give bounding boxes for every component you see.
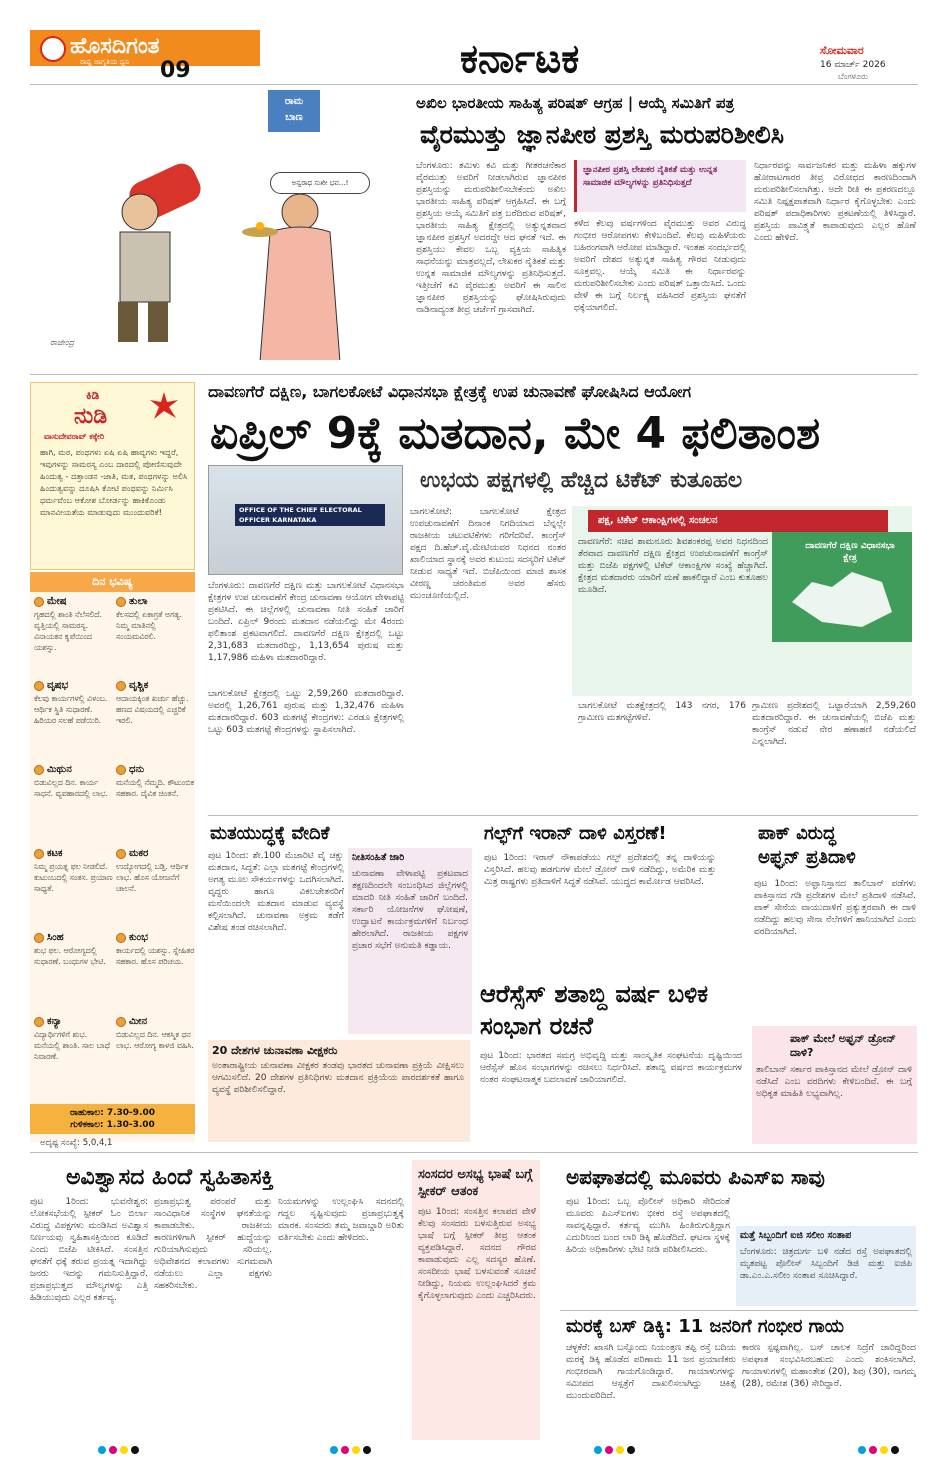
mid3-headline[interactable] [758, 822, 856, 870]
horoscope-sign [116, 764, 196, 799]
cmyk-mark [858, 1446, 899, 1454]
story1-col1: ಬೆಂಗಳೂರು: ತಮಿಳು ಕವಿ ಮತ್ತು ಗೀತರಚನೆಕಾರ ವೈರಮುತ್ತು ಅವರಿಗೆ ನೀಡಲಾಗಿರುವ ಜ್ಞಾನಪೀಠ ಪ್ರಶಸ್ತಿಯನ್ನು ಮರುಪರಿಶೀಲಿಸಬೇಕೆಂದು ಅಖಿಲ ಭಾರತೀಯ ಸಾಹಿತ್ಯ ಪರಿಷತ್ ಆಗ್ರಹಿಸಿದೆ. ಈ ಬಗ್ಗೆ ಪ್ರಶಸ್ತಿಯ ಆಯ್ಕೆ ಸಮಿತಿಗೆ ಪತ್ರ ಬರೆದಿರುವ ಪರಿಷತ್, ಭಾರತೀಯ ಸಾಹಿತ್ಯ ಕ್ಷೇತ್ರದಲ್ಲಿ ಅತ್ಯುನ್ನತವಾದ ಜ್ಞಾನಪೀಠ ಪ್ರಶಸ್ತಿಗೆ ಅದರದ್ದೇ ಆದ ಘನತೆ ಇದೆ. ಈ ಪ್ರಶಸ್ತಿಯು ಕೇವಲ ಒಬ್ಬ ವ್ಯಕ್ತಿಯ ಸಾಹಿತ್ಯಿಕ ಸಾಧನೆಯನ್ನು ಮಾತ್ರವಲ್ಲದೆ, ಲೇಖಕರ ನೈತಿಕತೆ ಮತ್ತು ಉನ್ನತ ಸಾಮಾಜಿಕ ಮೌಲ್ಯಗಳನ್ನು ಪ್ರತಿನಿಧಿಸುತ್ತದೆ. ಇತ್ತೀಚೆಗೆ ಕವಿ ವೈರಮುತ್ತು ಅವರಿಗೆ ಈ ಸಾಲಿನ ಜ್ಞಾನಪೀಠ ಪ್ರಶಸ್ತಿಯನ್ನು ಘೋಷಿಸಿರುವುದು ನಾಡಿನಾದ್ಯಂತ ತೀವ್ರ ಚರ್ಚೆಗೆ ಗ್ರಾಸವಾಗಿದೆ. [416, 161, 566, 315]
cartoon [30, 92, 402, 360]
zodiac-icon [116, 597, 126, 607]
page-number: 09 [160, 58, 191, 83]
lucky-numbers: ಅದೃಷ್ಟ ಸಂಖ್ಯೆ: 5,0,4,1 [40, 1138, 113, 1148]
kidi-text: ಹಾಗಿ, ಮಠ, ಪಂಥಗಳು ಏಷಿ ಏಷಿ ಹಾವ್ಯಗಳು ಇದ್ದರೆ, ಇವುಗಳನ್ನು ಸಾಮರಸ್ಯ ಎಂಬ ದಾರದಲ್ಲಿ ಪೋಣಿಸುವುದೇ ಹಿಂದುತ್ವ - ದತ್ತಾಂಡನ -ಜಾತಿ, ಮತ, ಪಂಥಗಳನ್ನು ಅಲಿಸಿ ಹಿಂದುತ್ವವನ್ನು ದೂಷಿಸಿ ಕೋಟಿ ಪಂಥವನ್ನು ನಿರ್ಮಿಸಿ ಧರ್ಮವೆಂಬ ಆಕೋಶ ಬೋರ್ಡನ್ನು ಹಾಕಿಕೊಂಡು ಮಾನವೀಯತೆಯ ಮಾಡುವುದು ಮುಂದುವರಿಕೆ! [40, 447, 188, 517]
cmyk-mark [594, 1446, 635, 1454]
mid1-headline[interactable]: ಮತಯುದ್ಧಕ್ಕೆ ವೇದಿಕೆ [210, 823, 330, 844]
sign-label: ಕುಂಭ [129, 932, 148, 943]
sign-name [34, 848, 114, 859]
mid1-text: ಪುಟ 1ರಿಂದ: ಶೇ.100 ಮೆಜಾರಿಟಿ ವೈ ಚಕ್ಷು ಮತದಾನ, ಸಿದ್ಧತೆ: ಎಲ್ಲಾ ಮತಗಟ್ಟೆ ಕೇಂದ್ರಗಳಲ್ಲಿ ಅಗತ್ಯ ಮೂಲ ಸೌಕರ್ಯಗಳನ್ನು ಒದಗಿಸಲಾಗಿದೆ. ವೃದ್ಧರು ಹಾಗೂ ವಿಕಲಚೇತನರಿಗೆ ಮನೆಯಿಂದಲೇ ಮತದಾನ ಮಾಡುವ ವ್ಯವಸ್ಥೆ ಕಲ್ಪಿಸಲಾಗಿದೆ. ಚುನಾವಣಾ ಅಕ್ರಮ ತಡೆಗೆ ವಿಶೇಷ ತಂಡ ರಚಿಸಲಾಗಿದೆ. [208, 851, 344, 933]
cmyk-mark [98, 1446, 139, 1454]
rahukala-box [30, 1104, 195, 1134]
bigstory-stats: ಬಾಗಲಕೋಟೆ ಮತಕ್ಷೇತ್ರದಲ್ಲಿ 143 ನಗರ, 176 ಗ್ರಾಮೀಣ ಮತಗಟ್ಟೆಗಳಿವೆ. [578, 701, 746, 723]
cmyk-dot [109, 1446, 117, 1454]
section-title: ಕರ್ನಾಟಕ [460, 36, 580, 82]
mid2-text: ಪುಟ 1ರಿಂದ: ಇರಾನ್ ನೌಕಾಪಡೆಯು ಗಲ್ಫ್ ಪ್ರದೇಶದಲ್ಲಿ ತನ್ನ ದಾಳಿಯನ್ನು ವಿಸ್ತರಿಸಿದೆ. ಹಲವು ಹಡಗುಗಳ ಮೇಲೆ ಡ್ರೋನ್ ದಾಳಿ ನಡೆದಿದ್ದು, ಅಮೆರಿಕ ಮತ್ತು ಮಿತ್ರ ರಾಷ್ಟ್ರಗಳು ಪ್ರತಿದಾಳಿಗೆ ಸಿದ್ಧತೆ ನಡೆಸಿವೆ. ಯುದ್ಧದ ಕಾರ್ಮೋಡ ಆವರಿಸಿದೆ. [484, 853, 716, 887]
gulikakala: ಗುಳಿಕಕಾಲ: 1.30-3.00 [70, 1120, 155, 1130]
mid3-headline-2: ಅಫ್ಘನ್ ಪ್ರತಿದಾಳಿ [758, 847, 856, 868]
zodiac-icon [116, 765, 126, 775]
ticket-text: ದಾವಣಗೆರೆ: ಸಚಿವ ಶಾಮನೂರು ಶಿವಶಂಕರಪ್ಪ ಅವರ ನಿಧನದಿಂದ ತೆರವಾದ ದಾವಣಗೆರೆ ದಕ್ಷಿಣ ಕ್ಷೇತ್ರದ ಉಪಚುನಾವಣೆಗೆ ಕಾಂಗ್ರೆಸ್ ಮತ್ತು ಬಿಜೆಪಿ ಪಕ್ಷಗಳಲ್ಲಿ ಟಿಕೆಟ್ ಆಕಾಂಕ್ಷಿಗಳ ಸಂಖ್ಯೆ ಹೆಚ್ಚಾಗಿದೆ. ಕ್ಷೇತ್ರದ ಮತದಾರರು ಯಾರಿಗೆ ಮಣೆ ಹಾಕಲಿದ್ದಾರೆ ಎಂಬ ಕುತೂಹಲ ಮೂಡಿದೆ. [578, 537, 768, 595]
kidi-title: ಕಿಡಿ [86, 388, 100, 402]
bottom4-col1: ಚಳ್ಳಕೆರೆ: ಖಾಸಗಿ ಬಸ್ಸೊಂದು ನಿಯಂತ್ರಣ ತಪ್ಪಿ ರಸ್ತೆ ಬದಿಯ ಮರಕ್ಕೆ ಡಿಕ್ಕಿ ಹೊಡೆದ ಪರಿಣಾಮ 11 ಜನ ಪ್ರಯಾಣಿಕರು ಗಂಭೀರವಾಗಿ ಗಾಯಗೊಂಡಿದ್ದಾರೆ. ಗಾಯಾಳುಗಳನ್ನು ಸಮೀಪದ ಆಸ್ಪತ್ರೆಗೆ ದಾಖಲಿಸಲಾಗಿದ್ದು ಚಿಕಿತ್ಸೆ ಮುಂದುವರಿದಿದೆ. [566, 1343, 736, 1401]
divider [560, 1310, 918, 1311]
bigstory-kicker: ದಾವಣಗೆರೆ ದಕ್ಷಿಣ, ಬಾಗಲಕೋಟೆ ವಿಧಾನಸಭಾ ಕ್ಷೇತ್ರಕ್ಕೆ ಉಪ ಚುನಾವಣೆ ಘೋಷಿಸಿದ ಆಯೋಗ [208, 382, 691, 401]
sign-text: ನಿಮ್ಮ ಪ್ರಯತ್ನ ಫಲ ನೀಡಲಿದೆ. ಕುಟುಂಬದಲ್ಲಿ ಸಂತಸ. ಪ್ರಯಾಣ ಸಾಧ್ಯತೆ. [34, 862, 113, 893]
cmyk-dot [120, 1446, 128, 1454]
zodiac-icon [34, 597, 44, 607]
sign-text: ಬಿಡುವಿಲ್ಲದ ದಿನ. ಕಾರ್ಯ ಸಾಧನೆ. ವ್ಯವಹಾರದಲ್ಲಿ ಲಾಭ. [34, 778, 108, 798]
observers-text: ಅಂತಾರಾಷ್ಟ್ರೀಯ ಚುನಾವಣಾ ವೀಕ್ಷಕರ ತಂಡವು ಭಾರತದ ಚುನಾವಣಾ ಪ್ರಕ್ರಿಯೆ ವೀಕ್ಷಿಸಲು ಆಗಮಿಸಲಿದೆ. 20 ದೇಶಗಳ ಪ್ರತಿನಿಧಿಗಳು ಮತದಾನ ಪ್ರಕ್ರಿಯೆಯ ಪಾರದರ್ಶಕತೆ ಹಾಗೂ ವ್ಯವಸ್ಥೆ ಪರಿಶೀಲಿಸಲಿದ್ದಾರೆ. [212, 1061, 464, 1095]
day-label: ಸೋಮವಾರ [820, 44, 864, 57]
cmyk-dot [330, 1446, 338, 1454]
photo-signboard: OFFICE OF THE CHIEF ELECTORAL OFFICER KARNATAKA [235, 504, 385, 526]
horoscope-sign [34, 680, 114, 726]
cmyk-mark [330, 1446, 371, 1454]
sign-name [116, 1016, 196, 1027]
kidi-byline: ವಾಸುದೇವರಾವ್ ಕಕ್ಕೇರಿ [44, 432, 105, 441]
cmyk-dot [880, 1446, 888, 1454]
zodiac-icon [34, 849, 44, 859]
masthead [0, 0, 945, 83]
horoscope-sign [34, 764, 114, 799]
horoscope-title: ದಿನ ಭವಿಷ್ಯ [30, 572, 195, 592]
story1-col2: ಕಳೆದ ಕೆಲವು ವರ್ಷಗಳಿಂದ ವೈರಮುತ್ತು ಅವರ ವಿರುದ್ಧ ಗಂಭೀರ ಆರೋಪಗಳು ಕೇಳಿಬಂದಿವೆ. ಕೆಲವು ಮಹಿಳೆಯರು ಬಹಿರಂಗವಾಗಿ ಆರೋಪ ಮಾಡಿದ್ದಾರೆ. ಇಂತಹ ಸಂದರ್ಭದಲ್ಲಿ ಅವರಿಗೆ ದೇಶದ ಅತ್ಯುನ್ನತ ಸಾಹಿತ್ಯ ಗೌರವ ನೀಡುವುದು ಸೂಕ್ತವಲ್ಲ. ಆಯ್ಕೆ ಸಮಿತಿ ಈ ನಿರ್ಧಾರವನ್ನು ಮರುಪರಿಶೀಲಿಸಬೇಕು ಎಂದು ಪರಿಷತ್ ಒತ್ತಾಯಿಸಿದೆ. ಒಂದು ವೇಳೆ ಈ ಬಗ್ಗೆ ನಿರ್ಲಕ್ಷ್ಯ ವಹಿಸಿದರೆ ಪ್ರಶಸ್ತಿಯ ಘನತೆಗೆ ಧಕ್ಕೆಯಾಗಲಿದೆ. [574, 219, 746, 313]
divider [30, 1152, 918, 1153]
divider [208, 815, 918, 816]
cmyk-dot [352, 1446, 360, 1454]
newspaper-logo[interactable]: ಹೊಸದಿಗಂತ [70, 34, 160, 59]
cmyk-dot [616, 1446, 624, 1454]
mid3-headline-1: ಪಾಕ್ ವಿರುದ್ಧ [758, 823, 837, 844]
cartoon-label [268, 90, 320, 132]
logo-tagline: ರಾಷ್ಟ್ರ ಜಾಗೃತಿಯ ಧ್ವನಿ [80, 58, 130, 66]
sign-label: ಮೇಷ [47, 596, 67, 607]
cmyk-dot [341, 1446, 349, 1454]
bigstory-col2: ಬಾಗಲಕೋಟೆ: ಬಾಗಲಕೋಟೆ ಕ್ಷೇತ್ರದ ಉಪಚುನಾವಣೆಗೆ ದಿನಾಂಕ ನಿಗದಿಯಾದ ಬೆನ್ನಲ್ಲೇ ರಾಜಕೀಯ ಚಟುವಟಿಕೆಗಳು ಗರಿಗೆದರಿವೆ. ಕಾಂಗ್ರೆಸ್ ಪಕ್ಷದ ದಿ.ಹೆಚ್.ವೈ.ಮೇಟಿಯವರ ನಿಧನದ ನಂತರ ಖಾಲಿಯಾದ ಸ್ಥಾನಕ್ಕೆ ಅವರ ಕುಟುಂಬ ಸದಸ್ಯರಿಗೆ ಟಿಕೆಟ್ ನೀಡುವ ಸಾಧ್ಯತೆ ಇದೆ. ಬಿಜೆಪಿಯಿಂದ ಮಾಜಿ ಶಾಸಕ ವೀರಣ್ಣ ಚರಂತಿಮಠ ಅವರ ಹೆಸರು ಮುಂಚೂಣಿಯಲ್ಲಿದೆ. [410, 507, 566, 601]
horoscope-sign [34, 848, 114, 894]
mid3-text: ಪುಟ 1ರಿಂದ: ಅಫ್ಘಾನಿಸ್ತಾನದ ತಾಲಿಬಾನ್ ಪಡೆಗಳು ಪಾಕಿಸ್ತಾನದ ಗಡಿ ಪ್ರದೇಶಗಳ ಮೇಲೆ ಪ್ರತಿದಾಳಿ ನಡೆಸಿವೆ. ಪಾಕ್ ಸೇನೆಯ ವಾಯುದಾಳಿಗೆ ಪ್ರತ್ಯುತ್ತರವಾಗಿ ಈ ದಾಳಿ ನಡೆದಿದ್ದು ಹಲವು ಸೇನಾ ನೆಲೆಗಳಿಗೆ ಹಾನಿಯಾಗಿದೆ ಎಂದು ವರದಿಯಾಗಿದೆ. [754, 879, 916, 937]
zodiac-icon [116, 933, 126, 943]
ig-title: ಮತ್ತೆ ಸಿಬ್ಬಂದಿಗೆ ಐಜಿ ಸಲೀಂ ಸಂತಾಪ [740, 1230, 852, 1241]
speech-bubble: ಅನ್ವರಾಧ ಸುಖೀ ಭವ...! [270, 172, 370, 194]
zodiac-icon [34, 681, 44, 691]
cmyk-dot [98, 1446, 106, 1454]
sign-text: ಉದ್ಯೋಗದಲ್ಲಿ ಬಡ್ತಿ. ಆರ್ಥಿಕ ಲಾಭ. ಹೊಸ ಯೋಜನೆಗೆ ಚಾಲನೆ. [116, 862, 189, 893]
cartoonist-signature: ರಾಜೇಂದ್ರ [50, 338, 75, 347]
sign-label: ಧನು [129, 764, 145, 775]
bottom1-col1: ಪುಟ 1ರಿಂದ: ಭುವನೇಶ್ವರ: ಲೋಕಸಭೆಯಲ್ಲಿ ಸ್ಪೀಕರ್ ಓಂ ಬಿರ್ಲಾ ವಿರುದ್ಧ ವಿಪಕ್ಷಗಳು ಮಂಡಿಸಿದ ಅವಿಶ್ವಾಸ ನಿರ್ಣಯವು ಸ್ವಹಿತಾಸಕ್ತಿಯಿಂದ ಕೂಡಿದೆ ಎಂದು ಬಿಜೆಪಿ ಟೀಕಿಸಿದೆ. ಸಂಸತ್ತಿನ ಘನತೆಗೆ ಧಕ್ಕೆ ತರುವ ಪ್ರಯತ್ನ ಇದಾಗಿದ್ದು ಜನರು ಇದನ್ನು ಗಮನಿಸುತ್ತಿದ್ದಾರೆ. ಪ್ರಜಾಪ್ರಭುತ್ವದ ಮೌಲ್ಯಗಳನ್ನು ಎತ್ತಿ ಹಿಡಿಯುವುದು ಎಲ್ಲರ ಕರ್ತವ್ಯ. [30, 1197, 148, 1303]
sign-label: ತುಲಾ [129, 596, 148, 607]
code-of-conduct-text: ಚುನಾವಣಾ ವೇಳಾಪಟ್ಟಿ ಪ್ರಕಟವಾದ ತಕ್ಷಣದಿಂದಲೇ ಸಂಬಂಧಿಸಿದ ಜಿಲ್ಲೆಗಳಲ್ಲಿ ಮಾದರಿ ನೀತಿ ಸಂಹಿತೆ ಜಾರಿಗೆ ಬಂದಿದೆ. ಸರ್ಕಾರಿ ಯೋಜನೆಗಳ ಘೋಷಣೆ, ಉದ್ಘಾಟನೆ ಕಾರ್ಯಕ್ರಮಗಳಿಗೆ ನಿರ್ಬಂಧ ಹೇರಲಾಗಿದೆ. ರಾಜಕೀಯ ಪಕ್ಷಗಳ ಪ್ರಚಾರ ಸಭೆಗೆ ಅನುಮತಿ ಕಡ್ಡಾಯ. [352, 869, 468, 951]
story1-kicker: ಅಖಿಲ ಭಾರತೀಯ ಸಾಹಿತ್ಯ ಪರಿಷತ್ ಆಗ್ರಹ | ಆಯ್ಕೆ ಸಮಿತಿಗೆ ಪತ್ರ [416, 94, 735, 112]
sign-text: ಆದಾಯಕ್ಕಿಂತ ಖರ್ಚು ಹೆಚ್ಚು. ಹಣದ ವಿಷಯದಲ್ಲಿ ಎಚ್ಚರಿಕೆ ಇರಲಿ. [116, 694, 189, 725]
kidi-subtitle: ನುಡಿ [74, 404, 108, 429]
bigstory-col3: ಗ್ರಾಮೀಣ ಪ್ರದೇಶದಲ್ಲಿ ಒಟ್ಟಾರೆಯಾಗಿ 2,59,260 ಮತದಾರರಿದ್ದಾರೆ. ಈ ಚುನಾವಣೆಯಲ್ಲಿ ಬಿಜೆಪಿ ಮತ್ತು ಕಾಂಗ್ರೆಸ್ ನಡುವೆ ನೇರ ಹಣಾಹಣಿ ನಡೆಯಲಿದೆ ಎನ್ನಲಾಗಿದೆ. [752, 701, 916, 747]
edition-place: ಬೆಂಗಳೂರು [838, 72, 868, 81]
cartoon-label-1: ರಾಮ [284, 96, 304, 107]
code-of-conduct-title: ನೀತಿಸಂಹಿತೆ ಜಾರಿ [352, 852, 405, 863]
rss-text: ಪುಟ 1ರಿಂದ: ಭಾರತದ ಸಮಗ್ರ ಅಭಿವೃದ್ಧಿ ಮತ್ತು ಸಾಂಸ್ಕೃತಿಕ ಸಂಘಟನೆಯ ದೃಷ್ಟಿಯಿಂದ ಆರೆಸ್ಸೆಸ್ ಹೊಸ ಸಂಭಾಗಗಳನ್ನು ರಚಿಸಲು ನಿರ್ಧರಿಸಿದೆ. ಶತಾಬ್ದಿ ವರ್ಷದ ಕಾರ್ಯಕ್ರಮಗಳ ನಂತರ ಸಂಘಟನಾತ್ಮಕ ಬದಲಾವಣೆ ಜಾರಿಯಾಗಲಿದೆ. [480, 1051, 742, 1085]
bottom4-col2: ಕಾರಣ ಸ್ಪಷ್ಟವಾಗಿಲ್ಲ. ಬಸ್ ಚಾಲಕ ನಿದ್ರೆಗೆ ಜಾರಿದ್ದರಿಂದ ಅಪಘಾತ ಸಂಭವಿಸಿರಬಹುದು ಎಂದು ಶಂಕಿಸಲಾಗಿದೆ. ಗಾಯಾಳುಗಳಲ್ಲಿ ಮಹಾಂತೇಶ (20), ಶಿವು (30), ನಾಗಮ್ಮ (28), ರಮೇಶ (36) ಸೇರಿದ್ದಾರೆ. [742, 1343, 916, 1389]
cmyk-dot [605, 1446, 613, 1454]
sign-label: ಸಿಂಹ [47, 932, 64, 943]
bigstory-col1: ಬೆಂಗಳೂರು: ದಾವಣಗೆರೆ ದಕ್ಷಿಣ ಮತ್ತು ಬಾಗಲಕೋಟೆ ವಿಧಾನಸಭಾ ಕ್ಷೇತ್ರಗಳ ಉಪ ಚುನಾವಣೆಗೆ ಕೇಂದ್ರ ಚುನಾವಣಾ ಆಯೋಗ ವೇಳಾಪಟ್ಟಿ ಪ್ರಕಟಿಸಿದೆ. ಈ ಚಿಲ್ಲೆಗಳಲ್ಲಿ ಚುನಾವಣಾ ನೀತಿ ಸಂಹಿತೆ ಜಾರಿಗೆ ಬಂದಿದೆ. ಏಪ್ರಿಲ್ 9ರಂದು ಮತದಾನ ನಡೆಯಲಿದ್ದು ಮೇ 4ರಂದು ಫಲಿತಾಂಶ ಪ್ರಕಟವಾಗಲಿದೆ. ದಾವಣಗೆರೆ ದಕ್ಷಿಣ ಕ್ಷೇತ್ರದಲ್ಲಿ ಒಟ್ಟು 2,31,683 ಮತದಾರರಿದ್ದು, 1,13,654 ಪುರುಷ ಮತ್ತು 1,17,986 ಮಹಿಳಾ ಮತದಾರರಿದ್ದಾರೆ. [208, 581, 404, 663]
divider [30, 374, 918, 375]
sign-name [116, 932, 196, 943]
sign-text: ಕೆಲವು ಕಾರ್ಯಗಳಲ್ಲಿ ವಿಳಂಬ. ಆರ್ಥಿಕ ಸ್ಥಿತಿ ಸುಧಾರಣೆ. ಹಿರಿಯರ ಸಲಹೆ ಪಡೆಯಿರಿ. [34, 694, 108, 725]
sign-text: ಮನೆಯಲ್ಲಿ ನೆಮ್ಮದಿ. ಕೌಟುಂಬಿಕ ಸಹಕಾರ. ದೈವಿಕ ಚಿಂತನೆ. [116, 778, 194, 798]
bigstory-col1b: ಬಾಗಲಕೋಟೆ ಕ್ಷೇತ್ರದಲ್ಲಿ ಒಟ್ಟು 2,59,260 ಮತದಾರರಿದ್ದಾರೆ. ಅವರಲ್ಲಿ 1,26,761 ಪುರುಷ ಮತ್ತು 1,32,476 ಮಹಿಳಾ ಮತದಾರರಿದ್ದಾರೆ. 603 ಮತಗಟ್ಟೆ ಕೇಂದ್ರಗಳು: ಎರಡೂ ಕ್ಷೇತ್ರಗಳಲ್ಲಿ ಒಟ್ಟು 603 ಮತಗಟ್ಟೆ ಕೇಂದ್ರಗಳನ್ನು ಸ್ಥಾಪಿಸಲಾಗಿದೆ. [208, 689, 404, 735]
horoscope-sign [116, 596, 196, 642]
sign-name [116, 596, 196, 607]
bottom1-col3: ನಿಯಮಗಳನ್ನು ಉಲ್ಲಂಘಿಸಿ ಸದನದಲ್ಲಿ ಗದ್ದಲ ಸೃಷ್ಟಿಸುವುದು ಪ್ರಜಾಪ್ರಭುತ್ವಕ್ಕೆ ಮಾರಕ. ಸಂಸದರು ತಮ್ಮ ಜವಾಬ್ದಾರಿ ಅರಿತು ವರ್ತಿಸಬೇಕು ಎಂದು ಹೇಳಿದರು. [278, 1197, 404, 1243]
sign-text: ಕಾರ್ಯದಲ್ಲಿ ಯಶಸ್ಸು. ಸ್ನೇಹಿತರ ಸಹಕಾರ. ಹೊಸ ಪರಿಚಯ. [116, 946, 195, 966]
map-label: ದಾವಣಗೆರೆ ದಕ್ಷಿಣ ವಿಧಾನಸಭಾ ಕ್ಷೇತ್ರ [805, 541, 895, 563]
zodiac-icon [34, 1017, 44, 1027]
rahukala: ರಾಹುಕಾಲ: 7.30-9.00 [70, 1108, 155, 1118]
horoscope-sign [116, 932, 196, 967]
sign-label: ವೃಷಭ [47, 680, 69, 691]
emblem-icon [40, 36, 66, 62]
zodiac-icon [116, 681, 126, 691]
zodiac-icon [116, 849, 126, 859]
story1-quote: ಜ್ಞಾನಪೀಠ ಪ್ರಶಸ್ತಿ ಲೇಖಕರ ನೈತಿಕತೆ ಮತ್ತು ಉನ್ನತ ಸಾಮಾಜಿಕ ಮೌಲ್ಯಗಳನ್ನು ಪ್ರತಿನಿಧಿಸುತ್ತದೆ [574, 160, 746, 212]
bigstory-headline[interactable]: ಏಪ್ರಿಲ್ 9ಕ್ಕೆ ಮತದಾನ, ಮೇ 4 ಫಲಿತಾಂಶ [210, 408, 821, 459]
election-office-photo [208, 465, 403, 575]
bottom3-text: ಪುಟ 1ರಿಂದ: ಒಬ್ಬ ಪೊಲೀಸ್ ಅಧಿಕಾರಿ ಸೇರಿದಂತೆ ಮೂವರು ಪಿಎಸ್‌ಐಗಳು ಭೀಕರ ರಸ್ತೆ ಅಪಘಾತದಲ್ಲಿ ಸಾವನ್ನಪ್ಪಿದ್ದಾರೆ. ಕರ್ತವ್ಯ ಮುಗಿಸಿ ಹಿಂತಿರುಗುತ್ತಿದ್ದಾಗ ಎದುರಿನಿಂದ ಬಂದ ಲಾರಿ ಡಿಕ್ಕಿ ಹೊಡೆದಿದೆ. ಘಟನಾ ಸ್ಥಳಕ್ಕೆ ಹಿರಿಯ ಅಧಿಕಾರಿಗಳು ಭೇಟಿ ನೀಡಿ ಪರಿಶೀಲಿಸಿದರು. [566, 1197, 730, 1255]
bottom1-col2: ಪ್ರಜಾಪ್ರಭುತ್ವ ಪರಂಪರೆ ಮತ್ತು ಸಾಂವಿಧಾನಿಕ ಸಂಸ್ಥೆಗಳ ಘನತೆಯನ್ನು ಕಾಪಾಡಬೇಕು. ರಾಜಕೀಯ ಕಾರಣಗಳಿಗಾಗಿ ಸ್ಪೀಕರ್ ಹುದ್ದೆಯನ್ನು ಗುರಿಯಾಗಿಸುವುದು ಸರಿಯಲ್ಲ. ಅಧಿವೇಶನದ ಕಲಾಪಗಳು ಸುಗಮವಾಗಿ ನಡೆಯಲು ಎಲ್ಲಾ ಪಕ್ಷಗಳು ಸಹಕರಿಸಬೇಕು. [154, 1197, 272, 1291]
bottom4-headline[interactable]: ಮರಕ್ಕೆ ಬಸ್ ಡಿಕ್ಕಿ: 11 ಜನರಿಗೆ ಗಂಭೀರ ಗಾಯ [566, 1316, 845, 1337]
zodiac-icon [116, 1017, 126, 1027]
bottom3-headline[interactable]: ಅಪಘಾತದಲ್ಲಿ ಮೂವರು ಪಿಎಸ್‌ಐ ಸಾವು [566, 1165, 825, 1189]
sign-label: ಮೀನ [129, 1016, 147, 1027]
bottom1-headline[interactable]: ಅವಿಶ್ವಾಸದ ಹಿಂದೆ ಸ್ವಹಿತಾಸಕ್ತಿ [66, 1165, 274, 1190]
zodiac-icon [34, 765, 44, 775]
ticket-title: ಪಕ್ಷ, ಟಿಕೆಟ್ ಆಕಾಂಕ್ಷಿಗಳಲ್ಲಿ ಸಂಚಲನ [588, 510, 888, 532]
sign-label: ಕಟಕ [47, 848, 63, 859]
horoscope-sign [34, 1016, 114, 1062]
sign-name [34, 680, 114, 691]
cartoon-label-2: ಬಾಣ [285, 112, 303, 123]
cmyk-dot [131, 1446, 139, 1454]
cmyk-dot [363, 1446, 371, 1454]
cartoon-illustration-icon [30, 92, 402, 360]
bigstory-subhead: ಉಭಯ ಪಕ್ಷಗಳಲ್ಲಿ ಹೆಚ್ಚಿದ ಟಿಕೆಟ್ ಕುತೂಹಲ [420, 468, 743, 493]
sign-name [34, 596, 114, 607]
sign-label: ವೃಶ್ಚಿಕ [129, 680, 149, 691]
story1-headline[interactable]: ವೈರಮುತ್ತು ಜ್ಞಾನಪೀಠ ಪ್ರಶಸ್ತಿ ಮರುಪರಿಶೀಲಿಸಿ [420, 120, 784, 149]
sign-text: ವಿದ್ಯಾರ್ಥಿಗಳಿಗೆ ಶುಭ. ಮನೆಯಲ್ಲಿ ಶಾಂತಿ. ಸಾಲ ಬಾಧೆ ನಿವಾರಣೆ. [34, 1030, 110, 1061]
spark-icon [150, 392, 178, 420]
sign-name [34, 932, 114, 943]
sign-text: ಕೆಲಸದಲ್ಲಿ ಏಕಾಗ್ರತೆ ಅಗತ್ಯ. ನಿಮ್ಮ ಮಾತಿನಲ್ಲಿ ಸಂಯಮವಿರಲಿ. [116, 610, 182, 641]
cmyk-dot [869, 1446, 877, 1454]
story1-col3: ನಿರ್ಧಾರವನ್ನು ಸಾರ್ವಜನಿಕರ ಮತ್ತು ಮಹಿಳಾ ಹಕ್ಕುಗಳ ಹೋರಾಟಗಾರರ ತೀವ್ರ ವಿರೋಧದ ಕಾರಣದಿಂದಾಗಿ ಮರುಪರಿಶೀಲಿಸಲಾಗಿತ್ತು. ಅದೇ ರೀತಿ ಈ ಪ್ರಕರಣದಲ್ಲೂ ಸಮಿತಿ ನಿಷ್ಪಕ್ಷಪಾತವಾಗಿ ನಿರ್ಧಾರ ಕೈಗೊಳ್ಳಬೇಕು ಎಂದು ಪರಿಷತ್ ಪದಾಧಿಕಾರಿಗಳು ಪ್ರಕಟಣೆಯಲ್ಲಿ ತಿಳಿಸಿದ್ದಾರೆ. ಪ್ರಶಸ್ತಿಯ ಪಾವಿತ್ರ್ಯತೆ ಕಾಪಾಡುವುದು ಎಲ್ಲರ ಹೊಣೆ ಎಂದು ಹೇಳಿದೆ. [754, 161, 916, 243]
cmyk-dot [627, 1446, 635, 1454]
sign-label: ಮಿಥುನ [47, 764, 72, 775]
mid2-headline[interactable]: ಗಲ್ಫ್‌ಗೆ ಇರಾನ್ ದಾಳಿ ವಿಸ್ತರಣೆ! [484, 823, 667, 844]
horoscope-sign [34, 596, 114, 653]
horoscope-sign [116, 848, 196, 894]
cmyk-dot [891, 1446, 899, 1454]
bottom2-headline[interactable]: ಸಂಸದರ ಅಸಭ್ಯ ಭಾಷೆ ಬಗ್ಗೆ ಸ್ಪೀಕರ್ ಆತಂಕ [418, 1167, 533, 1199]
sign-label: ಮಕರ [129, 848, 149, 859]
sign-text: ಗೃಹದಲ್ಲಿ ಶಾಂತಿ ನೆಲೆಸಲಿದೆ. ವೃತ್ತಿಯಲ್ಲಿ ಸಾಮರಸ್ಯ. ವಿನಾಯಕನ ಕೃಪೆಯಿಂದ ಯಶಸ್ಸು. [34, 610, 102, 652]
horoscope-sign [116, 680, 196, 726]
horoscope-sign [34, 932, 114, 967]
sign-text: ಬಿಡುವಿಲ್ಲದ ದಿನ. ಆಕಸ್ಮಿಕ ಧನ ಲಾಭ. ಆರೋಗ್ಯ ಕಾಳಜಿ ವಹಿಸಿ. [116, 1030, 194, 1050]
observers-title: 20 ದೇಶಗಳ ಚುನಾವಣಾ ವೀಕ್ಷಕರು [212, 1044, 338, 1057]
cmyk-dot [858, 1446, 866, 1454]
sign-name [116, 848, 196, 859]
sign-name [116, 764, 196, 775]
ig-text: ಬೆಂಗಳೂರು: ಚಿತ್ರದುರ್ಗ ಬಳಿ ನಡೆದ ರಸ್ತೆ ಅಪಘಾತದಲ್ಲಿ ಮೃತಪಟ್ಟ ಪೊಲೀಸ್ ಸಿಬ್ಬಂದಿಗೆ ಡಿಜಿ ಮತ್ತು ಐಜಿಪಿ ಡಾ.ಎಂ.ಎ.ಸಲೀಂ ಸಂತಾಪ ಸೂಚಿಸಿದ್ದಾರೆ. [740, 1247, 912, 1281]
bottom2-text: ಪುಟ 1ರಿಂದ: ಸಂಸತ್ತಿನ ಕಲಾಪದ ವೇಳೆ ಕೆಲವು ಸಂಸದರು ಬಳಸುತ್ತಿರುವ ಅಸಭ್ಯ ಭಾಷೆ ಬಗ್ಗೆ ಸ್ಪೀಕರ್ ತೀವ್ರ ಆತಂಕ ವ್ಯಕ್ತಪಡಿಸಿದ್ದಾರೆ. ಸದನದ ಗೌರವ ಕಾಪಾಡುವುದು ಎಲ್ಲ ಸದಸ್ಯರ ಹೊಣೆ. ಸಂಸದೀಯ ಭಾಷೆ ಬಳಸುವಂತೆ ಸೂಚನೆ ನೀಡಿದ್ದು, ನಿಯಮ ಉಲ್ಲಂಘಿಸಿದರೆ ಕ್ರಮ ಕೈಗೊಳ್ಳಲಾಗುವುದು ಎಂದು ಎಚ್ಚರಿಸಿದರು. [418, 1207, 536, 1301]
drone-title: ಪಾಕ್ ಮೇಲೆ ಅಫ್ಘನ್ ಡ್ರೋನ್ ದಾಳಿ? [790, 1032, 896, 1059]
sign-name [116, 680, 196, 691]
sign-name [34, 764, 114, 775]
zodiac-icon [34, 933, 44, 943]
sign-name [34, 1016, 114, 1027]
sign-label: ಕನ್ಯಾ [47, 1016, 62, 1027]
sign-text: ಶುಭ ಫಲ. ಆರೋಗ್ಯದಲ್ಲಿ ಸುಧಾರಣೆ. ಬಂಧುಗಳ ಭೇಟಿ. [34, 946, 106, 966]
rss-headline[interactable]: ಆರೆಸ್ಸೆಸ್ ಶತಾಬ್ದಿ ವರ್ಷ ಬಳಿಕ ಸಂಭಾಗ ರಚನೆ [480, 980, 709, 1040]
divider [30, 84, 918, 85]
drone-text: ತಾಲಿಬಾನ್ ಸರ್ಕಾರ ಪಾಕಿಸ್ತಾನದ ಮೇಲೆ ಡ್ರೋನ್ ದಾಳಿ ನಡೆಸಿದೆ ಎಂಬ ವರದಿಗಳು ಕೇಳಿಬಂದಿವೆ. ಈ ಬಗ್ಗೆ ಅಧಿಕೃತ ಮಾಹಿತಿ ಲಭ್ಯವಾಗಿಲ್ಲ. [756, 1065, 912, 1099]
cmyk-dot [594, 1446, 602, 1454]
date-label: 16 ಮಾರ್ಚ್ 2026 [820, 60, 886, 70]
horoscope-sign [116, 1016, 196, 1051]
